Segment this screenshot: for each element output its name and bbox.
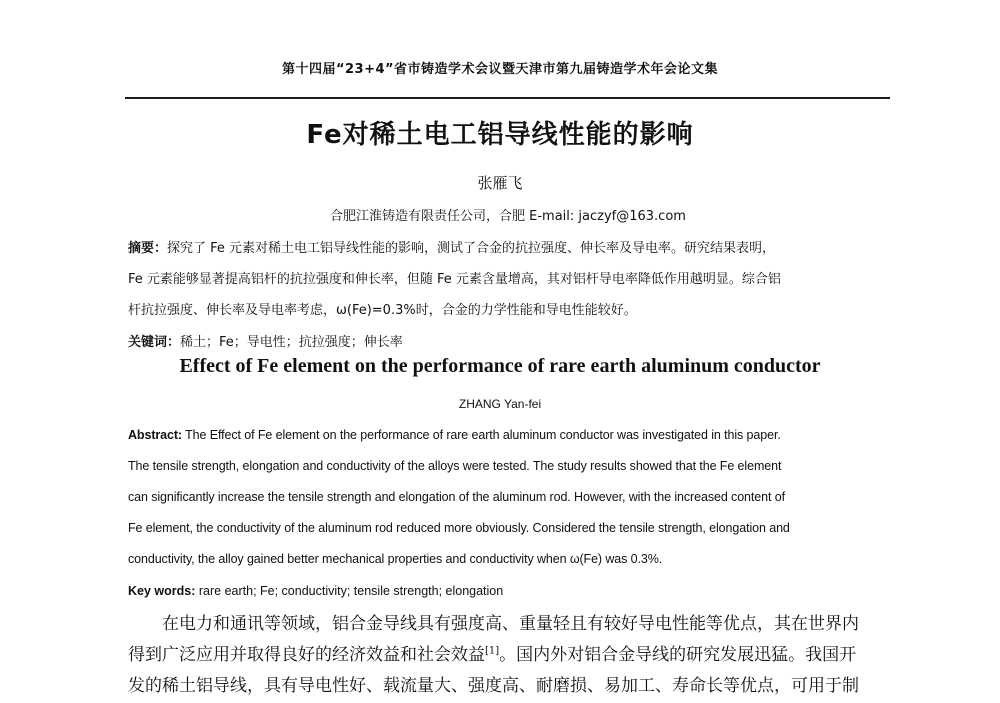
keywords-cn-text: 稀土；Fe；导电性；抗拉强度；伸长率 <box>180 335 403 350</box>
citation-ref[interactable]: [1] <box>485 645 500 657</box>
keywords-en-label: Key words: <box>128 584 196 598</box>
abstract-en-line-4: Fe element, the conductivity of the aluminum rod reduced more obviously. Considered the tensile strength, elongation and <box>128 521 790 535</box>
proceedings-header: 第十四届“23+4”省市铸造学术会议暨天津市第九届铸造学术年会论文集 <box>281 62 719 77</box>
affiliation: 合肥江淮铸造有限责任公司，合肥 E-mail: jaczyf@163.com <box>330 209 686 224</box>
body-line-3: 发的稀土铝导线，具有导电性好、载流量大、强度高、耐磨损、易加工、寿命长等优点，可用于制 <box>128 676 859 696</box>
body-line-2 <box>128 640 856 665</box>
keywords-cn <box>128 331 403 350</box>
abstract-en-line-5: conductivity, the alloy gained better mechanical properties and conductivity when ω(Fe) was 0.3%. <box>128 552 663 566</box>
abstract-cn-line-3: 杆抗拉强度、伸长率及导电率考虑，ω(Fe)=0.3%时，合金的力学性能和导电性能较好。 <box>128 303 637 318</box>
abstract-en-line-2: The tensile strength, elongation and conductivity of the alloys were tested. The study results showed that the Fe element <box>128 459 782 473</box>
title-english: Effect of Fe element on the performance of rare earth aluminum conductor <box>179 355 821 377</box>
header-rule <box>125 97 890 99</box>
keywords-en <box>128 584 503 598</box>
abstract-en-line-3: can significantly increase the tensile strength and elongation of the aluminum rod. However, with the increased content of <box>128 490 785 504</box>
author-english: ZHANG Yan-fei <box>458 397 542 411</box>
body-line-2-rest: 。国内外对铝合金导线的研究发展迅猛。我国开 <box>499 645 857 665</box>
keywords-en-text: rare earth; Fe; conductivity; tensile strength; elongation <box>198 584 504 598</box>
title-chinese: Fe对稀土电工铝导线性能的影响 <box>306 120 694 150</box>
keywords-cn-label: 关键词： <box>128 335 181 350</box>
abstract-en-label: Abstract: <box>128 428 182 442</box>
abstract-en-text: The Effect of Fe element on the performance of rare earth aluminum conductor was investigated in this paper. <box>185 428 781 442</box>
abstract-cn-line-1 <box>128 237 898 256</box>
body-line-1: 在电力和通讯等领域，铝合金导线具有强度高、重量轻且有较好导电性能等优点，其在世界内 <box>162 614 859 634</box>
abstract-cn-text: 探究了 Fe 元素对稀土电工铝导线性能的影响，测试了合金的抗拉强度、伸长率及导电率。研究结果表明， <box>167 241 776 256</box>
body-line-2-text: 得到广泛应用并取得良好的经济效益和社会效益 <box>128 645 485 665</box>
author-chinese: 张雁飞 <box>477 174 523 192</box>
abstract-cn-label: 摘要： <box>128 241 168 256</box>
abstract-en-line-1 <box>128 428 781 442</box>
abstract-cn-line-2: Fe 元素能够显著提高铝杆的抗拉强度和伸长率，但随 Fe 元素含量增高，其对铝杆导电率降低作用越明显。综合铝 <box>128 272 781 287</box>
